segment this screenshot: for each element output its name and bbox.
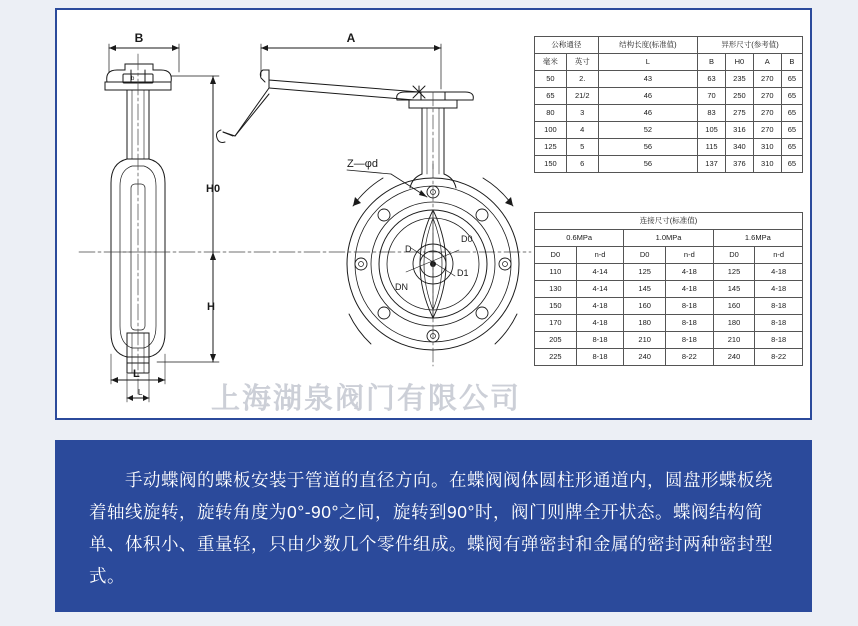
table-row <box>535 281 803 298</box>
table-cell: 6 <box>566 156 598 173</box>
column-header-cell: D0 <box>713 247 755 264</box>
column-header-cell: 毫米 <box>535 54 567 71</box>
label-DN: DN <box>395 282 408 292</box>
table-cell: 180 <box>624 315 666 332</box>
connection-dimensions-table <box>534 212 803 366</box>
table-cell: 65 <box>781 71 802 88</box>
table-row <box>535 54 803 71</box>
table-cell: 310 <box>753 139 781 156</box>
pressure-header-cell: 0.6MPa <box>535 230 624 247</box>
table-cell: 8-18 <box>576 349 624 366</box>
table-cell: 83 <box>698 105 726 122</box>
table-cell: 125 <box>535 139 567 156</box>
table-cell: 2. <box>566 71 598 88</box>
column-header-cell: n-d <box>755 247 803 264</box>
table-row <box>535 71 803 88</box>
column-header-cell: L <box>598 54 697 71</box>
table-cell: 5 <box>566 139 598 156</box>
svg-text:B: B <box>134 31 144 45</box>
table-cell: 56 <box>598 139 697 156</box>
pressure-header-cell: 1.6MPa <box>713 230 802 247</box>
table-cell: 240 <box>624 349 666 366</box>
table-cell: 110 <box>535 264 577 281</box>
table-cell: 270 <box>753 71 781 88</box>
table-cell: 145 <box>624 281 666 298</box>
table-cell: 8-22 <box>755 349 803 366</box>
svg-text:L: L <box>133 368 140 380</box>
table-cell: 3 <box>566 105 598 122</box>
column-header-cell: A <box>753 54 781 71</box>
group-header-cell: 结构长度(标准值) <box>598 37 697 54</box>
watermark-text: 上海湖泉阀门有限公司 <box>211 383 522 414</box>
table-row <box>535 315 803 332</box>
table-cell: 4 <box>566 122 598 139</box>
table-cell: 210 <box>713 332 755 349</box>
table-cell: 65 <box>781 122 802 139</box>
table-cell: 65 <box>781 105 802 122</box>
table-cell: 65 <box>781 156 802 173</box>
table-cell: 50 <box>535 71 567 88</box>
description-panel <box>55 440 812 612</box>
table-cell: 160 <box>713 298 755 315</box>
description-paragraph: 手动蝶阀的蝶板安装于管道的直径方向。在蝶阀阀体圆柱形通道内，圆盘形蝶板绕着轴线旋转，旋转角度为0°-90°之间，旋转到90°时，阀门则牌全开状态。蝶阀结构简单、体积小、重量轻，只由少数几个零件组成。蝶阀有弹密封和金属的密封两种密封型式。 <box>89 470 773 586</box>
dimensions-table <box>534 36 803 173</box>
table-row <box>535 88 803 105</box>
table-cell: 376 <box>726 156 754 173</box>
table-cell: 46 <box>598 105 697 122</box>
table-cell: 4-18 <box>666 264 714 281</box>
table-cell: 65 <box>535 88 567 105</box>
table-row <box>535 156 803 173</box>
table-row <box>535 332 803 349</box>
table-row <box>535 247 803 264</box>
table-row <box>535 37 803 54</box>
label-D: D <box>405 244 412 254</box>
table-row <box>535 298 803 315</box>
table-row <box>535 264 803 281</box>
table-cell: 105 <box>698 122 726 139</box>
table-cell: 270 <box>753 105 781 122</box>
table-cell: 21/2 <box>566 88 598 105</box>
table-cell: 8-18 <box>666 332 714 349</box>
table-cell: 205 <box>535 332 577 349</box>
table-cell: 52 <box>598 122 697 139</box>
pressure-header-cell: 1.0MPa <box>624 230 713 247</box>
group-header-cell: 公称通径 <box>535 37 599 54</box>
column-header-cell: B <box>698 54 726 71</box>
table-cell: 145 <box>713 281 755 298</box>
column-header-cell: n-d <box>666 247 714 264</box>
table-cell: 225 <box>535 349 577 366</box>
table-cell: 310 <box>753 156 781 173</box>
table-cell: 316 <box>726 122 754 139</box>
table-cell: 250 <box>726 88 754 105</box>
table-cell: 115 <box>698 139 726 156</box>
table-row <box>535 213 803 230</box>
column-header-cell: H0 <box>726 54 754 71</box>
table-cell: 8-18 <box>755 298 803 315</box>
table-cell: 63 <box>698 71 726 88</box>
table-cell: 8-18 <box>666 315 714 332</box>
column-header-cell: D0 <box>624 247 666 264</box>
table-cell: 100 <box>535 122 567 139</box>
table-cell: 80 <box>535 105 567 122</box>
table-cell: 130 <box>535 281 577 298</box>
table-cell: 56 <box>598 156 697 173</box>
table-cell: 8-22 <box>666 349 714 366</box>
svg-text:H0: H0 <box>206 183 221 195</box>
table-cell: 150 <box>535 298 577 315</box>
table-cell: 70 <box>698 88 726 105</box>
table-row <box>535 230 803 247</box>
table-row <box>535 349 803 366</box>
table-row <box>535 105 803 122</box>
table-cell: 8-18 <box>755 315 803 332</box>
table-cell: 65 <box>781 88 802 105</box>
svg-text:H: H <box>207 301 215 313</box>
column-header-cell: B <box>781 54 802 71</box>
table-cell: 210 <box>624 332 666 349</box>
table-cell: 137 <box>698 156 726 173</box>
table-cell: 4-18 <box>576 298 624 315</box>
table-cell: 4-14 <box>576 281 624 298</box>
table-row <box>535 122 803 139</box>
table-cell: 46 <box>598 88 697 105</box>
table-cell: 150 <box>535 156 567 173</box>
table-cell: 170 <box>535 315 577 332</box>
table-cell: 4-18 <box>755 264 803 281</box>
table-cell: 4-18 <box>576 315 624 332</box>
group-header-cell: 异形尺寸(参考值) <box>698 37 803 54</box>
svg-text:L: L <box>138 388 143 397</box>
table-cell: 4-14 <box>576 264 624 281</box>
table-cell: 125 <box>624 264 666 281</box>
table-row <box>535 139 803 156</box>
table-cell: 160 <box>624 298 666 315</box>
label-D0: D0 <box>461 234 473 244</box>
column-header-cell: D0 <box>535 247 577 264</box>
label-D1: D1 <box>457 268 469 278</box>
table-cell: 235 <box>726 71 754 88</box>
svg-text:b: b <box>131 76 135 82</box>
table-cell: 180 <box>713 315 755 332</box>
table-cell: 8-18 <box>576 332 624 349</box>
table-cell: 125 <box>713 264 755 281</box>
column-header-cell: n-d <box>576 247 624 264</box>
table-cell: 240 <box>713 349 755 366</box>
table-cell: 65 <box>781 139 802 156</box>
column-header-cell: 英寸 <box>566 54 598 71</box>
table-cell: 8-18 <box>666 298 714 315</box>
table-cell: 43 <box>598 71 697 88</box>
drawing-canvas <box>61 14 806 414</box>
table-cell: 8-18 <box>755 332 803 349</box>
table-cell: 270 <box>753 122 781 139</box>
table-cell: 340 <box>726 139 754 156</box>
technical-drawing-panel <box>55 8 812 420</box>
table-cell: 4-18 <box>755 281 803 298</box>
label-z-phi-d: Z—φd <box>347 158 378 170</box>
table-cell: 4-18 <box>666 281 714 298</box>
table-cell: 270 <box>753 88 781 105</box>
table-cell: 275 <box>726 105 754 122</box>
table-title-cell: 连接尺寸(标准值) <box>535 213 803 230</box>
svg-text:A: A <box>346 31 356 45</box>
